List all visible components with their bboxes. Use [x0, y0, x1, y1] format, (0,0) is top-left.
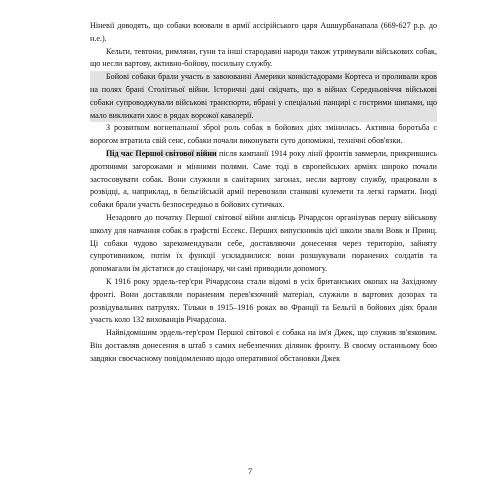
paragraph-ww1	[90, 148, 437, 212]
ww1-body: після кампанії 1914 року лінії фронтів завмерли, прикрившись дротяними загорожами и мінними полями. Саме тоді в європейських арміях широко почали застосовувати собак. Вони служили в санітарних загонах, несли вартову службу, працювали в розвідці, а, наприклад, в бельгійській армії перевозили станкові кулемети та легкі гармати. Іноді собаки брали участь безпосередньо в бойових сутичках.	[90, 148, 437, 210]
paragraph-airedale-1916: К 1916 року эрдель-тер'єри Річардсона стали відомі в усіх британських окопах на Західному фронті. Вони доставляли пораненим перев'язочний матеріал, служили в вартових дозорах та розвідувальних патрулях. Тільки в 1915–1916 роках во Франції та Бельгії в бойових діях брали участь коло 132 вихованців Річардсона.	[90, 276, 437, 325]
paragraph-ancient-peoples: Кельти, тевтони, римляни, гуни та інші стародавні народи також утримували військових собак, що несли вартову, активно-бойову, посильну службу.	[90, 46, 437, 69]
paragraph-ninevia: Ніневії доводять, що собаки воювали в армії ассірійського царя Ашшурбанапала (669-627 р.р. до н.е.).	[90, 21, 437, 43]
body-text	[90, 20, 437, 366]
paragraph-jack: Найвідомішим эрдель-тер'єром Першої світової є собака на ім'я Джек, що служив зв'язковим. Він доставляв донесення в штаб з самих небезпечних ділянок фронту. В своєму останньому бою завдяки своєчасному повідомленню щодо оперативної обстановки Джек	[90, 328, 437, 363]
ww1-heading-phrase: Під час Першої світової війни	[106, 148, 217, 158]
paragraph-firearms: З розвитком вогнепальної зброї роль собак в бойових діях змінилась. Активна боротьба с ворогом втратила свій сенс, собаки почали виконувати суто допоміжні, технічні обов'язки.	[90, 123, 437, 146]
paragraph-conquistadors: Бойові собаки брали участь в завоюванні Америки конкістадорами Кортеса и проливали кров на полях брані Столітньої війни. Історичні дані свідчать, що в війнах Середньовіччя військові собаки супроводжували військові транспорти, вбрані у спеціальні панцирі с гострими шипами, що мало викликати хаос в рядах ворожої кавалерії.	[90, 71, 437, 122]
page-number: 7	[247, 466, 253, 476]
paragraph-richardson-school: Незадовго до початку Першої світової війни англієць Річардсон організував першу військову школу для навчання собак в графстві Ессекс. Перших випускників цієї школи звали Вовк и Принц. Ці собаки чудово зарекомендували себе, доставляючи донесення через територію, зайняту супротивником, потім їх функції ускладнилися: вони розшукували поранених солдатів та допомагали їм дістатися до стаціонару, чи самі приводили допомогу.	[90, 212, 437, 274]
